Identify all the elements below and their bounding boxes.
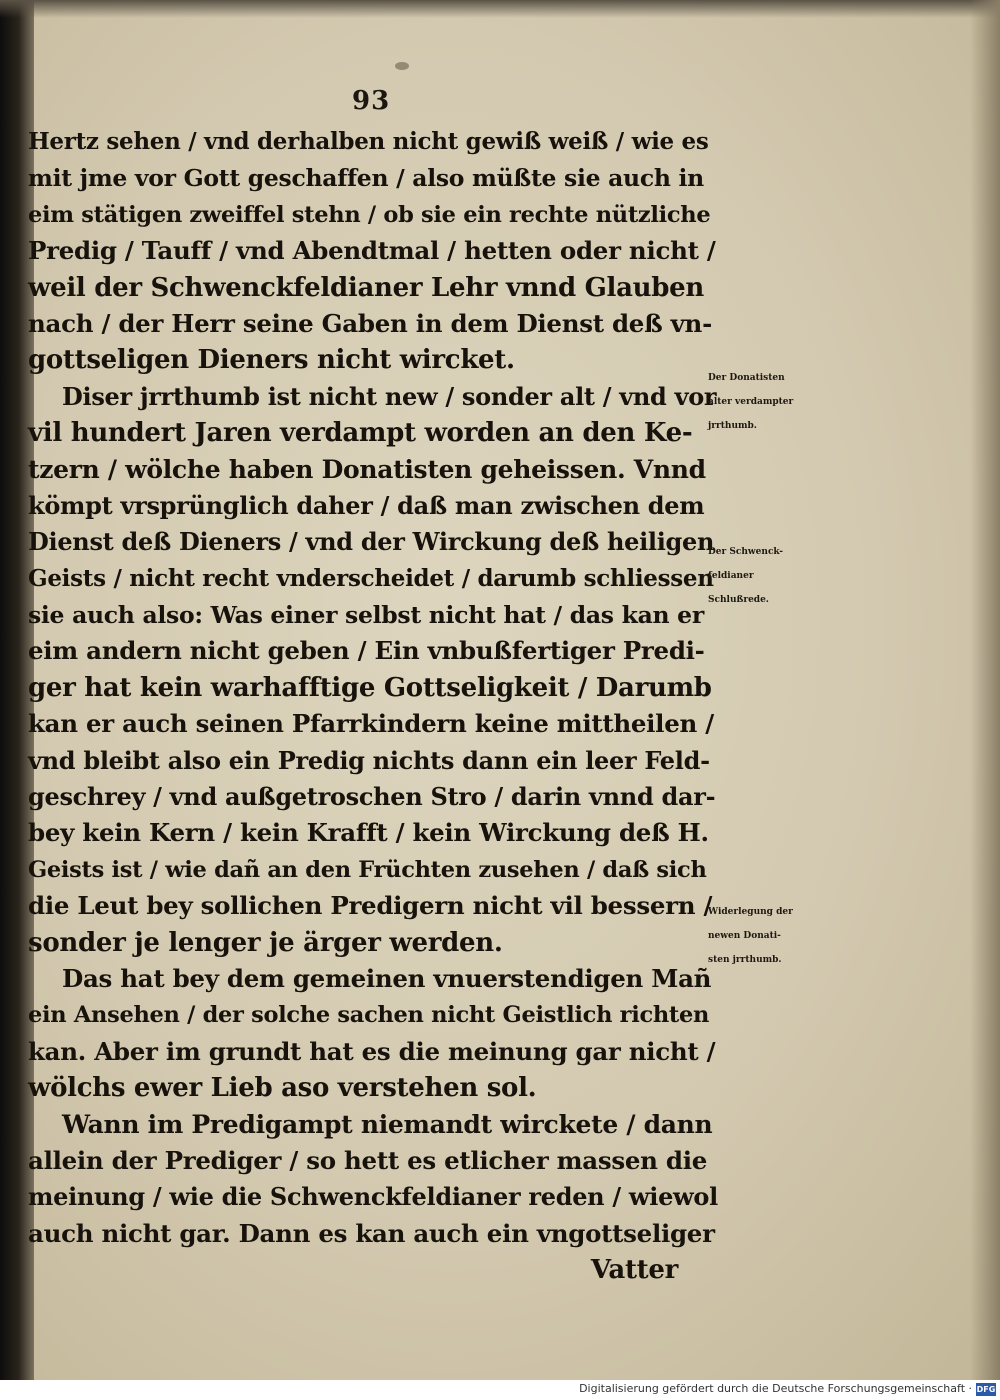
text-line: allein der Prediger / so hett es etlicher massen die xyxy=(28,1145,708,1175)
text-line: Diser jrrthumb ist nicht new / sonder alt / vnd vor xyxy=(62,381,717,411)
text-line: vil hundert Jaren verdampt worden an den Ke- xyxy=(28,418,693,449)
page-number: 93 xyxy=(352,86,391,116)
text-line: eim stätigen zweiffel stehn / ob sie ein rechte nützliche xyxy=(28,201,711,228)
page-top-shadow xyxy=(0,0,1000,18)
margin-note-schlussrede xyxy=(708,540,898,612)
page-edge-shadow xyxy=(970,0,1000,1380)
text-line: sie auch also: Was einer selbst nicht hat / das kan er xyxy=(28,601,704,630)
text-line: kan. Aber im grundt hat es die meinung gar nicht / xyxy=(28,1036,716,1066)
body-text xyxy=(28,124,718,1289)
text-line: wölchs ewer Lieb aso verstehen sol. xyxy=(28,1073,537,1104)
text-line: ein Ansehen / der solche sachen nicht Geistlich richten xyxy=(28,1002,710,1029)
text-line: mit jme vor Gott geschaffen / also müßte sie auch in xyxy=(28,164,704,193)
margin-note-line: jrrthumb. xyxy=(708,421,757,431)
text-line: Hertz sehen / vnd derhalben nicht gewiß weiß / wie es xyxy=(28,128,709,155)
footer-credit: Digitalisierung gefördert durch die Deutsche Forschungsgemeinschaft · xyxy=(579,1382,972,1395)
margin-note-line: feldianer xyxy=(708,571,754,581)
margin-note-line: Schlußrede. xyxy=(708,595,769,605)
text-line: nach / der Herr seine Gaben in dem Dienst deß vn- xyxy=(28,308,712,338)
text-line: Das hat bey dem gemeinen vnuerstendigen Mañ xyxy=(62,963,712,993)
text-line: kömpt vrsprünglich daher / daß man zwischen dem xyxy=(28,490,705,520)
text-line: gottseligen Dieners nicht wircket. xyxy=(28,345,515,376)
margin-note-donatisten xyxy=(708,366,898,438)
catchword: Vatter xyxy=(590,1255,678,1286)
text-line: geschrey / vnd außgetroschen Stro / darin vnnd dar- xyxy=(28,782,716,812)
text-line: kan er auch seinen Pfarrkindern keine mittheilen / xyxy=(28,709,714,739)
text-line: vnd bleibt also ein Predig nichts dann ein leer Feld- xyxy=(28,745,710,775)
margin-note-line: Der Donatisten xyxy=(708,373,785,383)
dfg-logo-icon: DFG xyxy=(976,1385,996,1394)
margin-note-line: sten jrrthumb. xyxy=(708,955,782,965)
text-line: eim andern nicht geben / Ein vnbußfertiger Predi- xyxy=(28,636,705,666)
text-line: Dienst deß Dieners / vnd der Wirckung deß heiligen xyxy=(28,527,715,557)
margin-note-line: alter verdampter xyxy=(708,397,794,407)
ink-smudge xyxy=(395,62,409,70)
text-line: meinung / wie die Schwenckfeldianer reden / wiewol xyxy=(28,1182,718,1212)
text-line: bey kein Kern / kein Krafft / kein Wirckung deß H. xyxy=(28,818,709,848)
text-line: sonder je lenger je ärger werden. xyxy=(28,927,503,958)
text-line: tzern / wölche haben Donatisten geheissen. Vnnd xyxy=(28,454,706,484)
text-line: die Leut bey sollichen Predigern nicht vil bessern / xyxy=(28,891,713,921)
text-line: auch nicht gar. Dann es kan auch ein vngottseliger xyxy=(28,1218,715,1248)
text-line: Geists ist / wie dañ an den Früchten zusehen / daß sich xyxy=(28,856,707,883)
text-line: weil der Schwenckfeldianer Lehr vnnd Glauben xyxy=(28,272,704,303)
margin-note-line: Widerlegung der xyxy=(708,907,793,917)
text-line: Wann im Predigampt niemandt wirckete / dann xyxy=(62,1109,713,1139)
footer-bar xyxy=(0,1380,1000,1400)
margin-note-line: Der Schwenck- xyxy=(708,547,784,557)
text-line: Geists / nicht recht vnderscheidet / darumb schliessen xyxy=(28,564,714,592)
text-line: Predig / Tauff / vnd Abendtmal / hetten oder nicht / xyxy=(28,236,716,266)
text-line: ger hat kein warhafftige Gottseligkeit / Darumb xyxy=(28,672,712,703)
margin-note-line: newen Donati- xyxy=(708,931,781,941)
margin-note-widerlegung xyxy=(708,900,898,972)
